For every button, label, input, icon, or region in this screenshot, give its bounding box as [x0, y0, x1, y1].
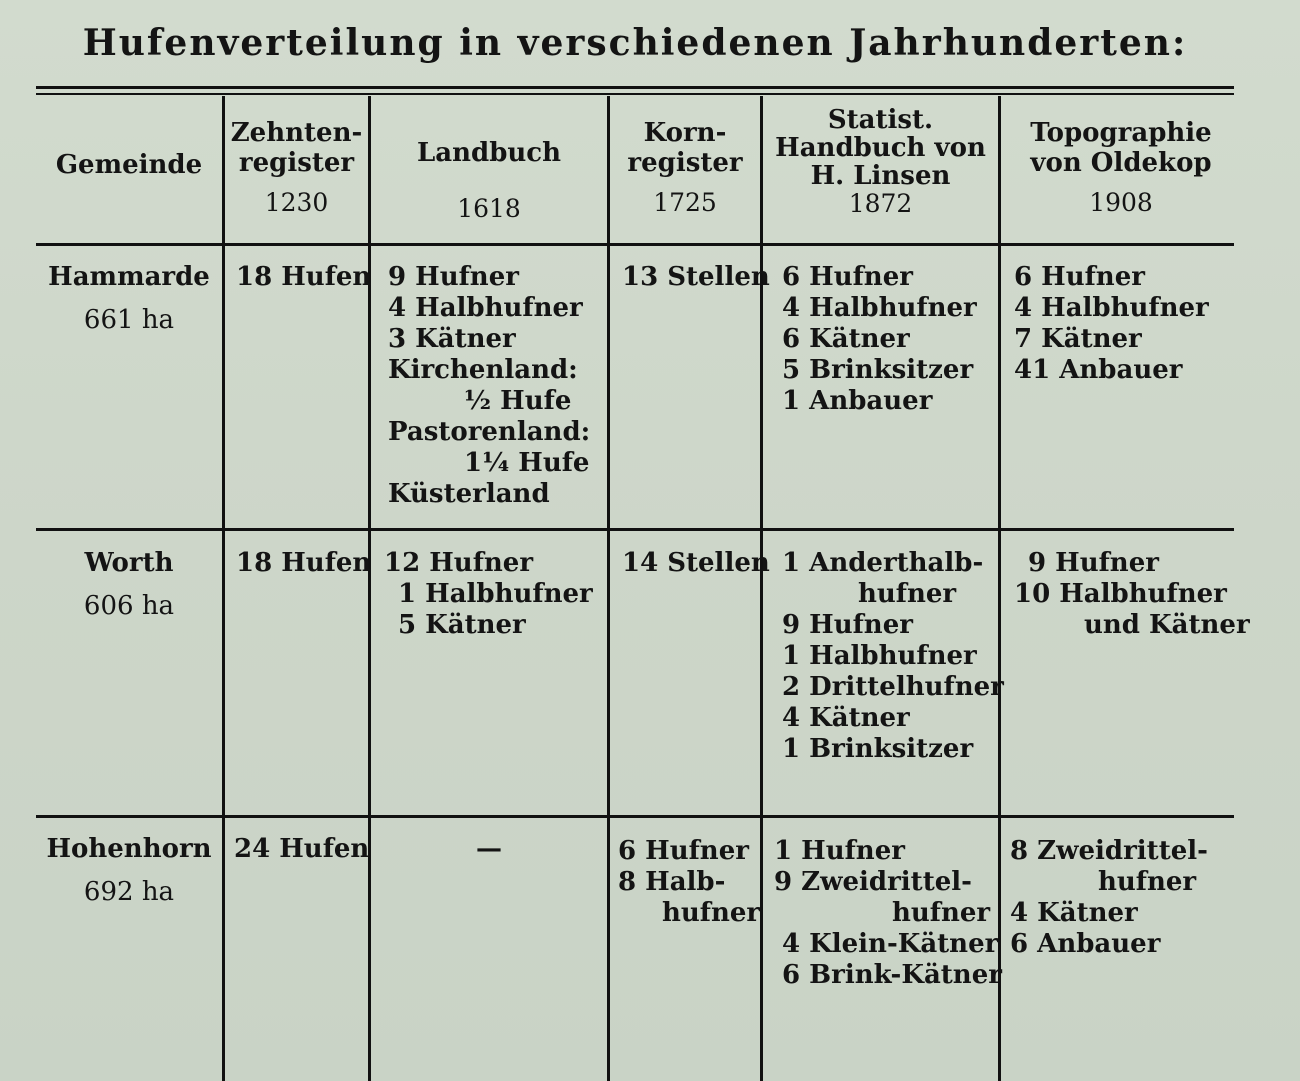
column-rule-3: [607, 96, 610, 1081]
page-title: Hufenverteilung in verschiedenen Jahrhunderten:: [82, 22, 1188, 64]
table-cell-statist: 1 Hufner 9 Zweidrittel- hufner 4 Klein-Kätner 6 Brink-Kätner: [774, 836, 1002, 990]
column-rule-1: [222, 96, 225, 1081]
table-cell-korn: 14 Stellen: [622, 548, 770, 578]
header-rule: [36, 243, 1234, 246]
column-rule-2: [368, 96, 371, 1081]
header-kornregister: Korn- register 1725: [627, 118, 743, 217]
table-row-gemeinde: Worth 606 ha: [83, 548, 175, 621]
header-landbuch: Landbuch 1618: [416, 138, 562, 223]
header-statist-handbuch: Statist. Handbuch von H. Linsen 1872: [775, 105, 986, 218]
table-cell-landbuch: 12 Hufner 1 Halbhufner 5 Kätner: [384, 548, 593, 640]
row-rule-2: [36, 815, 1234, 818]
header-topographie: Topographie von Oldekop 1908: [1030, 118, 1212, 217]
table-cell-korn: 6 Hufner 8 Halb- hufner: [618, 836, 761, 928]
table-cell-zehnten: 18 Hufen: [236, 262, 372, 292]
top-rule-thin: [36, 93, 1234, 95]
table-cell-zehnten: 18 Hufen: [236, 548, 372, 578]
column-rule-4: [760, 96, 763, 1081]
table-cell-korn: 13 Stellen: [622, 262, 770, 292]
table-cell-topo: 9 Hufner 10 Halbhufner und Kätner: [1014, 548, 1250, 640]
row-rule-1: [36, 528, 1234, 531]
table-row-gemeinde: Hohenhorn 692 ha: [46, 834, 212, 907]
table-cell-landbuch: 9 Hufner 4 Halbhufner 3 Kätner Kirchenland: ½ Hufe Pastorenland: 1¼ Hufe Küsterland: [388, 262, 591, 509]
top-rule: [36, 86, 1234, 89]
table-cell-topo: 6 Hufner 4 Halbhufner 7 Kätner 41 Anbauer: [1014, 262, 1209, 385]
table-cell-zehnten: 24 Hufen: [234, 834, 370, 864]
table-cell-statist: 6 Hufner 4 Halbhufner 6 Kätner 5 Brinksitzer 1 Anbauer: [782, 262, 977, 416]
table-cell-topo: 8 Zweidrittel- hufner 4 Kätner 6 Anbauer: [1010, 836, 1208, 959]
header-zehntenregister: Zehnten- register 1230: [230, 118, 363, 217]
header-gemeinde: Gemeinde: [55, 150, 203, 180]
table-cell-statist: 1 Anderthalb- hufner 9 Hufner 1 Halbhufner 2 Drittelhufner 4 Kätner 1 Brinksitzer: [782, 548, 1004, 764]
table-row-gemeinde: Hammarde 661 ha: [48, 262, 210, 335]
table-cell-landbuch: —: [476, 834, 502, 864]
